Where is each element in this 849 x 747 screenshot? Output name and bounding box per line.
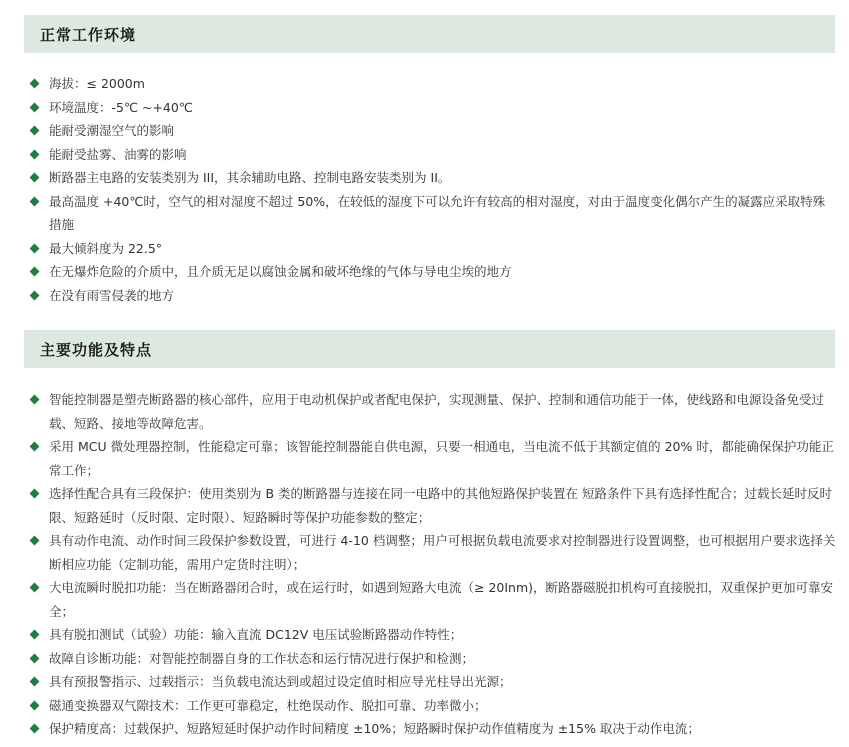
environment-list xyxy=(31,72,837,307)
list-item-text: 故障自诊断功能：对智能控制器自身的工作状态和运行情况进行保护和检测； xyxy=(49,650,475,666)
section-header-features xyxy=(24,330,835,368)
diamond-bullet-icon xyxy=(30,630,40,640)
list-item-text: 大电流瞬时脱扣功能：当在断路器闭合时，或在运行时，如遇到短路大电流（≥ 20Inm)，断路器磁脱扣机构可直接脱扣，双重保护更加可靠安全； xyxy=(49,580,834,619)
list-item xyxy=(31,647,837,671)
list-item-text: 磁通变换器双气隙技术：工作更可靠稳定，杜绝误动作、脱扣可靠、功率微小； xyxy=(49,697,487,713)
diamond-bullet-icon xyxy=(30,653,40,663)
list-item-text: 采用 MCU 微处理器控制，性能稳定可靠；该智能控制器能自供电源，只要一相通电，当电流不低于其额定值的 20% 时，都能确保保护功能正常工作； xyxy=(49,439,834,478)
diamond-bullet-icon xyxy=(30,79,40,89)
section-title-features: 主要功能及特点 xyxy=(40,340,153,359)
list-item-text: 断路器主电路的安装类别为 III，其余辅助电路、控制电路安装类别为 II。 xyxy=(49,170,451,185)
list-item xyxy=(31,623,837,647)
list-item xyxy=(31,576,837,623)
list-item-text: 在无爆炸危险的介质中，且介质无足以腐蚀金属和破坏绝缘的气体与导电尘埃的地方 xyxy=(49,264,512,279)
diamond-bullet-icon xyxy=(30,173,40,183)
list-item xyxy=(31,717,837,741)
list-item-text: 具有动作电流、动作时间三段保护参数设置，可进行 4-10 档调整；用户可根据负载电流要求对控制器进行设置调整，也可根据用户要求选择关断相应功能（定制功能，需用户定货时注明）； xyxy=(49,533,836,572)
list-item-text: 环境温度：-5℃ ~+40℃ xyxy=(49,99,193,115)
list-item xyxy=(31,72,837,96)
list-item-text: 具有脱扣测试（试验）功能：输入直流 DC12V 电压试验断路器动作特性； xyxy=(49,627,463,642)
list-item-text: 能耐受潮湿空气的影响 xyxy=(49,123,175,138)
diamond-bullet-icon xyxy=(30,677,40,687)
list-item-text: 最高温度 +40℃时，空气的相对湿度不超过 50%，在较低的湿度下可以允许有较高的相对湿度，对由于温度变化偶尔产生的凝露应采取特殊措施 xyxy=(49,193,826,232)
list-item xyxy=(31,166,837,190)
diamond-bullet-icon xyxy=(30,700,40,710)
list-item xyxy=(31,119,837,143)
diamond-bullet-icon xyxy=(30,583,40,593)
list-item-text: 选择性配合具有三段保护：使用类别为 B 类的断路器与连接在同一电路中的其他短路保护装置在 短路条件下具有选择性配合；过载长延时反时限、短路延时（反时限、定时限）、短路瞬时等保护功能参数的整定； xyxy=(49,486,832,525)
list-item xyxy=(31,529,837,576)
diamond-bullet-icon xyxy=(30,489,40,499)
section-title-environment: 正常工作环境 xyxy=(40,25,137,44)
list-item xyxy=(31,670,837,694)
list-item-text: 海拔：≤ 2000m xyxy=(49,76,145,91)
diamond-bullet-icon xyxy=(30,243,40,253)
list-item xyxy=(31,388,837,435)
list-item xyxy=(31,694,837,718)
list-item-text: 保护精度高：过载保护、短路短延时保护动作时间精度 ±10%；短路瞬时保护动作值精度为 ±15% 取决于动作电流； xyxy=(49,721,700,736)
list-item xyxy=(31,190,837,237)
diamond-bullet-icon xyxy=(30,442,40,452)
diamond-bullet-icon xyxy=(30,290,40,300)
list-item xyxy=(31,143,837,167)
diamond-bullet-icon xyxy=(30,536,40,546)
diamond-bullet-icon xyxy=(30,267,40,277)
diamond-bullet-icon xyxy=(30,149,40,159)
list-item-text: 智能控制器是塑壳断路器的核心部件，应用于电动机保护或者配电保护，实现测量、保护、控制和通信功能于一体，使线路和电源设备免受过载、短路、接地等故障危害。 xyxy=(49,392,825,431)
list-item-text: 最大倾斜度为 22.5° xyxy=(49,240,163,256)
list-item xyxy=(31,284,837,308)
list-item-text: 具有预报警指示、过载指示：当负载电流达到或超过设定值时相应导光柱导出光源； xyxy=(49,674,512,689)
diamond-bullet-icon xyxy=(30,395,40,405)
diamond-bullet-icon xyxy=(30,196,40,206)
list-item xyxy=(31,482,837,529)
diamond-bullet-icon xyxy=(30,102,40,112)
list-item xyxy=(31,237,837,261)
list-item-text: 能耐受盐雾、油雾的影响 xyxy=(49,146,187,162)
list-item-text: 在没有雨雪侵袭的地方 xyxy=(49,287,175,303)
list-item xyxy=(31,96,837,120)
section-header-environment xyxy=(24,15,835,53)
list-item xyxy=(31,435,837,482)
list-item xyxy=(31,260,837,284)
diamond-bullet-icon xyxy=(30,724,40,734)
features-list xyxy=(31,388,837,741)
diamond-bullet-icon xyxy=(30,126,40,136)
